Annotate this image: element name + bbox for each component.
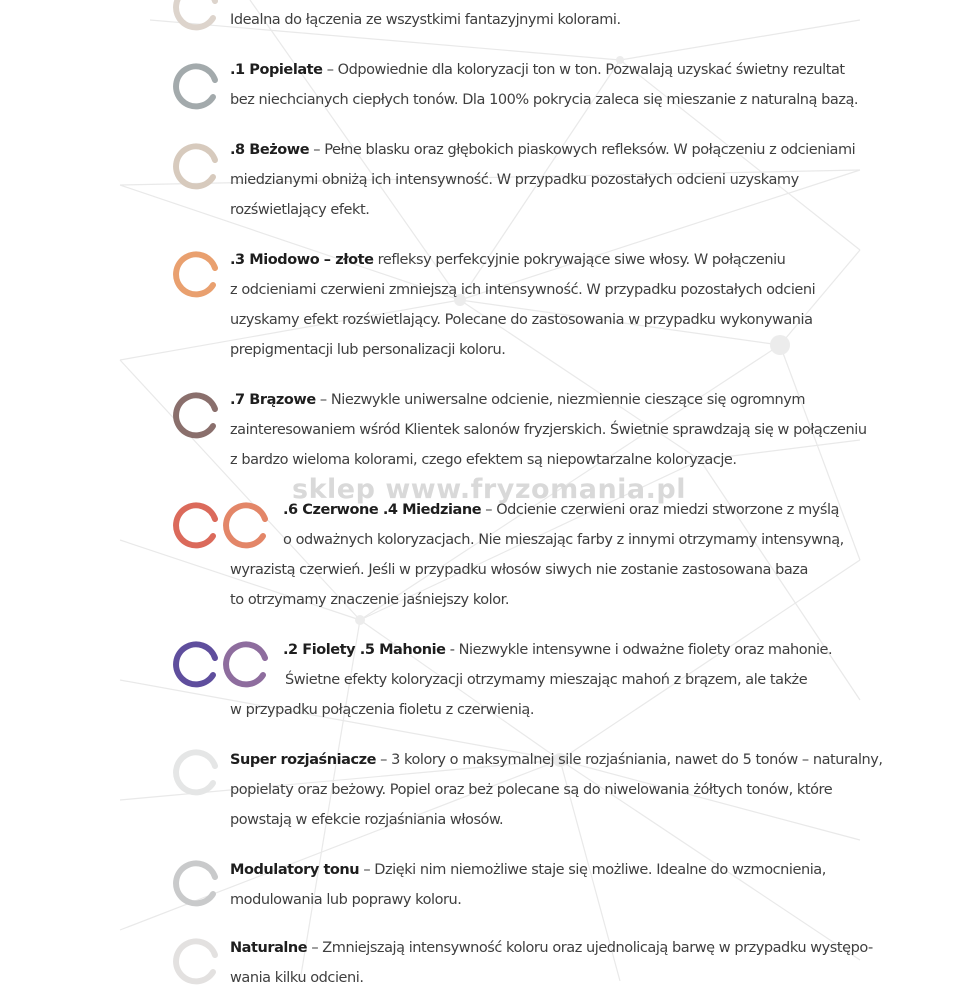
entry-super-rozjasniacze: Super rozjaśniacze – 3 kolory o maksymalnej sile rozjaśniania, nawet do 5 tonów – naturalny, popielaty oraz beżowy. Popiel oraz beż polecane są do niwelowania żółtych tonów, które powstają w efekcie rozjaśniania włosów. — [230, 752, 883, 828]
entry-naturalne: Naturalne – Zmniejszają intensywność koloru oraz ujednolicają barwę w przypadku występo- wania kilku odcieni. — [230, 940, 873, 986]
entry-naturalne-top — [230, 5, 621, 35]
entry-miodowo-zlote: .3 Miodowo – złote refleksy perfekcyjnie pokrywające siwe włosy. W połączeniu z odcieniami czerwieni zmniejszą ich intensywność. W przypadku pozostałych odcieni uzyskamy efekt rozświetlający. Polecane do zastosowania w przypadku wykonywania prepigmentacji lub personalizacji koloru. — [230, 252, 816, 358]
entry-line: Idealna do łączenia ze wszystkimi fantazyjnymi kolorami. — [230, 12, 621, 28]
entry-title: .7 Brązowe — [230, 392, 316, 408]
color-swatch-ring-icon — [171, 639, 223, 691]
entry-title: .8 Beżowe — [230, 142, 310, 158]
watermark: sklep www.fryzomania.pl — [292, 474, 686, 505]
color-swatch-ring-icon — [221, 639, 273, 691]
entry-title: Super rozjaśniacze — [230, 752, 376, 768]
entry-title: .2 Fiolety .5 Mahonie — [283, 642, 446, 658]
color-swatch-ring-icon — [171, 0, 223, 34]
entry-bezowe: .8 Beżowe – Pełne blasku oraz głębokich piaskowych refleksów. W połączeniu z odcieniami miedzianymi obniżą ich intensywność. W przypadku pozostałych odcieni uzyskamy rozświetlający efekt. — [230, 142, 856, 218]
entry-title: Modulatory tonu — [230, 862, 360, 878]
entry-fiolety-mahonie: .2 Fiolety .5 Mahonie - Niezwykle intensywne i odważne fiolety oraz mahonie. Świetne efekty koloryzacji otrzymamy mieszając mahoń z brązem, ale także w przypadku połączenia fioletu z czerwienią. — [230, 642, 833, 718]
color-swatch-ring-icon — [171, 390, 223, 442]
color-swatch-ring-icon — [171, 936, 223, 988]
color-swatch-ring-icon — [171, 500, 223, 552]
color-swatch-ring-icon — [171, 858, 223, 910]
color-swatch-ring-icon — [171, 141, 223, 193]
entry-title: Naturalne — [230, 940, 308, 956]
entry-title: .6 Czerwone .4 Miedziane — [283, 502, 482, 518]
color-swatch-ring-icon — [171, 249, 223, 301]
color-swatch-ring-icon — [171, 747, 223, 799]
entry-czerwone-miedziane: .6 Czerwone .4 Miedziane – Odcienie czerwieni oraz miedzi stworzone z myślą o odważnych koloryzacjach. Nie mieszając farby z innymi otrzymamy intensywną, wyrazistą czerwień. Jeśli w przypadku włosów siwych nie zostanie zastosowana baza to otrzymamy znaczenie jaśniejszy kolor. — [230, 502, 844, 608]
entry-brazowe: .7 Brązowe – Niezwykle uniwersalne odcienie, niezmiennie cieszące się ogromnym zainteresowaniem wśród Klientek salonów fryzjerskich. Świetnie sprawdzają się w połączeniu z bardzo wieloma kolorami, czego efektem są niepowtarzalne koloryzacje. — [230, 392, 867, 468]
entry-title: .1 Popielate — [230, 62, 323, 78]
color-swatch-ring-icon — [171, 61, 223, 113]
entry-title: .3 Miodowo – złote — [230, 252, 374, 268]
entry-modulatory-tonu: Modulatory tonu – Dzięki nim niemożliwe staje się możliwe. Idealne do wzmocnienia, modulowania lub poprawy koloru. — [230, 862, 826, 908]
color-swatch-ring-icon — [221, 500, 273, 552]
entry-popielate: .1 Popielate – Odpowiednie dla koloryzacji ton w ton. Pozwalają uzyskać świetny rezultat bez niechcianych ciepłych tonów. Dla 100% pokrycia zaleca się mieszanie z naturalną bazą. — [230, 62, 859, 108]
